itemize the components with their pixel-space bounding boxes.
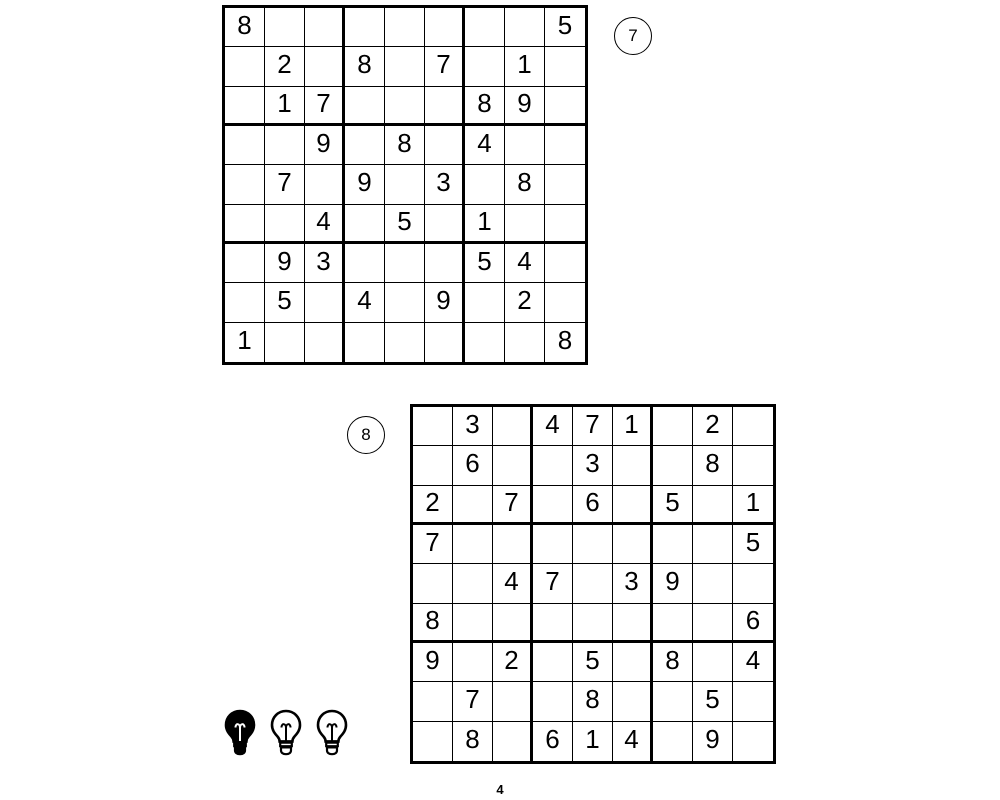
sudoku-cell[interactable] — [305, 323, 345, 362]
sudoku-cell[interactable] — [465, 205, 505, 244]
sudoku-cell-value: 9 — [277, 246, 292, 277]
sudoku-cell[interactable] — [693, 604, 733, 643]
sudoku-cell[interactable] — [345, 205, 385, 244]
sudoku-cell[interactable] — [493, 682, 533, 721]
sudoku-cell-value: 8 — [705, 448, 720, 479]
sudoku-cell-value: 1 — [624, 409, 639, 440]
sudoku-cell[interactable] — [345, 87, 385, 126]
sudoku-cell[interactable] — [533, 407, 573, 446]
sudoku-cell-value: 9 — [517, 87, 532, 118]
sudoku-cell[interactable] — [413, 604, 453, 643]
sudoku-cell[interactable] — [613, 643, 653, 682]
sudoku-cell[interactable] — [533, 564, 573, 603]
sudoku-cell-value: 6 — [745, 604, 761, 635]
sudoku-cell-value: 5 — [745, 527, 761, 558]
sudoku-cell[interactable] — [505, 47, 545, 86]
sudoku-cell[interactable] — [453, 446, 493, 485]
sudoku-cell[interactable] — [265, 165, 305, 204]
sudoku-cell[interactable] — [505, 126, 545, 165]
sudoku-cell[interactable] — [265, 205, 305, 244]
sudoku-cell[interactable] — [733, 525, 773, 564]
sudoku-cell[interactable] — [505, 8, 545, 47]
sudoku-cell[interactable] — [533, 446, 573, 485]
sudoku-cell[interactable] — [545, 126, 585, 165]
sudoku-cell[interactable] — [265, 87, 305, 126]
sudoku-cell-value: 7 — [425, 527, 440, 558]
sudoku-cell[interactable] — [533, 682, 573, 721]
sudoku-cell[interactable] — [345, 126, 385, 165]
sudoku-cell[interactable] — [453, 486, 493, 525]
sudoku-cell[interactable] — [345, 47, 385, 86]
sudoku-cell[interactable] — [453, 407, 493, 446]
sudoku-grid-7[interactable] — [222, 5, 588, 365]
sudoku-cell-value: 1 — [477, 205, 492, 236]
sudoku-cell[interactable] — [453, 643, 493, 682]
sudoku-cell[interactable] — [413, 643, 453, 682]
sudoku-cell-value: 8 — [425, 604, 440, 635]
sudoku-cell[interactable] — [225, 87, 265, 126]
page-number: 4 — [496, 782, 504, 797]
sudoku-cell-value: 3 — [585, 448, 600, 479]
sudoku-cell-value: 1 — [277, 87, 292, 118]
sudoku-cell[interactable] — [573, 525, 613, 564]
sudoku-cell-value: 1 — [237, 325, 252, 356]
sudoku-cell[interactable] — [385, 283, 425, 322]
sudoku-cell[interactable] — [545, 323, 585, 362]
sudoku-cell-value: 8 — [465, 724, 480, 755]
sudoku-cell-value: 9 — [316, 128, 331, 159]
sudoku-cell[interactable] — [733, 564, 773, 603]
sudoku-cell[interactable] — [413, 486, 453, 525]
sudoku-cell[interactable] — [413, 525, 453, 564]
sudoku-cell[interactable] — [505, 244, 545, 283]
sudoku-cell[interactable] — [613, 722, 653, 761]
sudoku-cell[interactable] — [613, 446, 653, 485]
sudoku-cell[interactable] — [305, 87, 345, 126]
sudoku-cell-value: 4 — [517, 246, 532, 277]
lightbulb-icon — [222, 708, 258, 756]
lightbulb-icon — [314, 708, 350, 756]
sudoku-cell[interactable] — [345, 165, 385, 204]
sudoku-cell-value: 2 — [504, 645, 519, 676]
sudoku-cell[interactable] — [453, 682, 493, 721]
sudoku-cell-value: 3 — [624, 566, 639, 597]
sudoku-cell[interactable] — [573, 604, 613, 643]
sudoku-cell[interactable] — [265, 244, 305, 283]
sudoku-cell[interactable] — [505, 87, 545, 126]
sudoku-cell[interactable] — [533, 722, 573, 761]
sudoku-cell[interactable] — [225, 165, 265, 204]
sudoku-cell[interactable] — [305, 126, 345, 165]
sudoku-cell-value: 5 — [705, 684, 720, 715]
sudoku-cell[interactable] — [265, 47, 305, 86]
sudoku-cell-value: 2 — [517, 285, 532, 316]
sudoku-cell-value: 2 — [277, 49, 292, 80]
sudoku-cell[interactable] — [305, 244, 345, 283]
sudoku-cell[interactable] — [265, 8, 305, 47]
sudoku-cell[interactable] — [413, 407, 453, 446]
sudoku-cell[interactable] — [465, 165, 505, 204]
sudoku-cell[interactable] — [573, 722, 613, 761]
sudoku-cell[interactable] — [573, 643, 613, 682]
sudoku-cell[interactable] — [305, 283, 345, 322]
sudoku-cell[interactable] — [465, 244, 505, 283]
sudoku-cell[interactable] — [733, 486, 773, 525]
sudoku-cell[interactable] — [693, 486, 733, 525]
sudoku-cell[interactable] — [425, 126, 465, 165]
sudoku-cell[interactable] — [465, 283, 505, 322]
sudoku-cell-value: 7 — [585, 409, 600, 440]
sudoku-cell[interactable] — [385, 47, 425, 86]
sudoku-cell[interactable] — [693, 643, 733, 682]
sudoku-cell[interactable] — [493, 643, 533, 682]
sudoku-cell[interactable] — [533, 643, 573, 682]
sudoku-cell-value: 8 — [585, 684, 600, 715]
sudoku-cell-value: 1 — [517, 49, 532, 80]
sudoku-cell[interactable] — [573, 407, 613, 446]
sudoku-cell[interactable] — [693, 682, 733, 721]
sudoku-cell[interactable] — [693, 446, 733, 485]
sudoku-cell[interactable] — [545, 244, 585, 283]
sudoku-cell[interactable] — [413, 446, 453, 485]
sudoku-cell[interactable] — [385, 8, 425, 47]
sudoku-cell[interactable] — [345, 8, 385, 47]
sudoku-cell[interactable] — [505, 283, 545, 322]
sudoku-cell-value: 2 — [705, 409, 720, 440]
puzzle-number-8 — [347, 416, 385, 454]
sudoku-cell[interactable] — [413, 564, 453, 603]
sudoku-cell[interactable] — [225, 8, 265, 47]
sudoku-cell-value: 8 — [477, 87, 492, 118]
sudoku-cell[interactable] — [545, 8, 585, 47]
sudoku-cell[interactable] — [385, 323, 425, 362]
sudoku-cell[interactable] — [533, 486, 573, 525]
sudoku-cell[interactable] — [613, 486, 653, 525]
sudoku-cell[interactable] — [653, 682, 693, 721]
sudoku-cell[interactable] — [425, 323, 465, 362]
sudoku-cell[interactable] — [653, 604, 693, 643]
sudoku-cell[interactable] — [733, 682, 773, 721]
sudoku-cell[interactable] — [545, 47, 585, 86]
sudoku-cell-value: 9 — [436, 285, 451, 316]
sudoku-cell[interactable] — [265, 283, 305, 322]
sudoku-cell-value: 1 — [585, 724, 600, 755]
sudoku-cell[interactable] — [653, 486, 693, 525]
sudoku-cell[interactable] — [545, 165, 585, 204]
puzzle-number-8-label: 8 — [361, 425, 371, 444]
sudoku-cell[interactable] — [225, 244, 265, 283]
sudoku-cell[interactable] — [733, 722, 773, 761]
sudoku-cell-value: 7 — [316, 87, 331, 118]
sudoku-cell[interactable] — [465, 126, 505, 165]
sudoku-cell[interactable] — [613, 682, 653, 721]
sudoku-cell-value: 4 — [745, 645, 761, 676]
sudoku-cell-value: 5 — [557, 10, 573, 41]
sudoku-cell[interactable] — [385, 126, 425, 165]
sudoku-cell-value: 6 — [465, 448, 480, 479]
sudoku-cell-value: 7 — [545, 566, 560, 597]
sudoku-cell[interactable] — [305, 8, 345, 47]
sudoku-cell[interactable] — [545, 87, 585, 126]
sudoku-cell-value: 5 — [277, 285, 292, 316]
sudoku-cell-value: 9 — [705, 724, 720, 755]
sudoku-cell[interactable] — [465, 323, 505, 362]
difficulty-indicator — [222, 708, 350, 756]
sudoku-cell[interactable] — [225, 323, 265, 362]
sudoku-cell-value: 4 — [477, 128, 492, 159]
sudoku-cell[interactable] — [493, 722, 533, 761]
sudoku-cell[interactable] — [453, 604, 493, 643]
sudoku-cell[interactable] — [573, 564, 613, 603]
sudoku-cell[interactable] — [573, 446, 613, 485]
sudoku-cell[interactable] — [225, 47, 265, 86]
sudoku-cell-value: 3 — [465, 409, 480, 440]
sudoku-cell-value: 7 — [436, 49, 451, 80]
sudoku-cell[interactable] — [653, 564, 693, 603]
sudoku-cell[interactable] — [453, 525, 493, 564]
sudoku-cell[interactable] — [305, 47, 345, 86]
sudoku-grid-8[interactable] — [410, 404, 776, 764]
sudoku-cell[interactable] — [425, 165, 465, 204]
sudoku-cell[interactable] — [465, 8, 505, 47]
sudoku-cell-value: 5 — [585, 645, 600, 676]
sudoku-cell-value: 8 — [357, 49, 372, 80]
puzzle-number-7-label: 7 — [628, 26, 638, 45]
sudoku-cell-value: 4 — [504, 566, 519, 597]
sudoku-cell[interactable] — [465, 47, 505, 86]
sudoku-cell-value: 4 — [545, 409, 560, 440]
sudoku-cell[interactable] — [225, 126, 265, 165]
sudoku-cell[interactable] — [425, 283, 465, 322]
sudoku-cell-value: 8 — [517, 167, 532, 198]
sudoku-cell[interactable] — [653, 446, 693, 485]
sudoku-cell-value: 6 — [585, 486, 600, 517]
sudoku-cell-value: 7 — [504, 486, 519, 517]
sudoku-cell-value: 5 — [397, 205, 412, 236]
sudoku-cell[interactable] — [693, 722, 733, 761]
sudoku-cell[interactable] — [493, 486, 533, 525]
sudoku-cell-value: 8 — [237, 10, 252, 41]
sudoku-cell[interactable] — [265, 126, 305, 165]
sudoku-cell[interactable] — [505, 323, 545, 362]
sudoku-cell-value: 7 — [277, 167, 292, 198]
sudoku-cell[interactable] — [465, 87, 505, 126]
sudoku-cell[interactable] — [225, 283, 265, 322]
sudoku-cell[interactable] — [505, 205, 545, 244]
sudoku-cell[interactable] — [305, 165, 345, 204]
sudoku-cell[interactable] — [493, 407, 533, 446]
puzzle-number-7 — [614, 17, 652, 55]
sudoku-cell[interactable] — [493, 446, 533, 485]
sudoku-cell-value: 5 — [665, 486, 680, 517]
sudoku-cell[interactable] — [733, 446, 773, 485]
sudoku-cell[interactable] — [733, 604, 773, 643]
sudoku-cell-value: 9 — [357, 167, 372, 198]
sudoku-cell[interactable] — [653, 407, 693, 446]
sudoku-cell[interactable] — [545, 283, 585, 322]
sudoku-cell[interactable] — [693, 407, 733, 446]
sudoku-cell-value: 4 — [316, 205, 331, 236]
sudoku-cell-value: 1 — [745, 486, 761, 517]
sudoku-cell-value: 5 — [477, 246, 492, 277]
sudoku-cell-value: 8 — [665, 645, 680, 676]
sudoku-cell[interactable] — [345, 323, 385, 362]
sudoku-cell-value: 2 — [425, 486, 440, 517]
lightbulb-icon — [268, 708, 304, 756]
sudoku-cell[interactable] — [345, 283, 385, 322]
sudoku-cell[interactable] — [693, 564, 733, 603]
sudoku-cell[interactable] — [453, 722, 493, 761]
sudoku-cell[interactable] — [453, 564, 493, 603]
sudoku-cell[interactable] — [733, 407, 773, 446]
sudoku-cell[interactable] — [653, 722, 693, 761]
sudoku-cell-value: 4 — [624, 724, 639, 755]
sudoku-cell[interactable] — [225, 205, 265, 244]
sudoku-cell-value: 9 — [425, 645, 440, 676]
sudoku-cell[interactable] — [425, 8, 465, 47]
sudoku-cell[interactable] — [425, 87, 465, 126]
sudoku-cell[interactable] — [413, 682, 453, 721]
sudoku-cell[interactable] — [545, 205, 585, 244]
sudoku-cell[interactable] — [505, 165, 545, 204]
sudoku-cell[interactable] — [613, 407, 653, 446]
sudoku-cell-value: 3 — [436, 167, 451, 198]
sudoku-cell[interactable] — [425, 244, 465, 283]
sudoku-cell-value: 3 — [316, 246, 331, 277]
sudoku-cell[interactable] — [385, 87, 425, 126]
sudoku-cell[interactable] — [385, 205, 425, 244]
sudoku-cell[interactable] — [345, 244, 385, 283]
sudoku-cell[interactable] — [613, 564, 653, 603]
sudoku-cell[interactable] — [493, 564, 533, 603]
sudoku-cell[interactable] — [573, 682, 613, 721]
sudoku-cell-value: 9 — [665, 566, 680, 597]
sudoku-cell[interactable] — [573, 486, 613, 525]
sudoku-cell-value: 8 — [557, 325, 573, 356]
sudoku-cell[interactable] — [493, 525, 533, 564]
sudoku-cell[interactable] — [265, 323, 305, 362]
sudoku-cell[interactable] — [385, 165, 425, 204]
sudoku-cell[interactable] — [493, 604, 533, 643]
sudoku-cell[interactable] — [305, 205, 345, 244]
sudoku-cell-value: 6 — [545, 724, 560, 755]
sudoku-cell[interactable] — [693, 525, 733, 564]
sudoku-cell[interactable] — [425, 205, 465, 244]
sudoku-cell[interactable] — [385, 244, 425, 283]
sudoku-cell-value: 8 — [397, 128, 412, 159]
sudoku-cell[interactable] — [653, 643, 693, 682]
sudoku-cell[interactable] — [653, 525, 693, 564]
sudoku-cell[interactable] — [425, 47, 465, 86]
sudoku-cell[interactable] — [733, 643, 773, 682]
sudoku-cell-value: 7 — [465, 684, 480, 715]
sudoku-cell[interactable] — [613, 525, 653, 564]
sudoku-cell[interactable] — [413, 722, 453, 761]
sudoku-cell[interactable] — [613, 604, 653, 643]
sudoku-cell-value: 4 — [357, 285, 372, 316]
sudoku-cell[interactable] — [533, 604, 573, 643]
sudoku-cell[interactable] — [533, 525, 573, 564]
